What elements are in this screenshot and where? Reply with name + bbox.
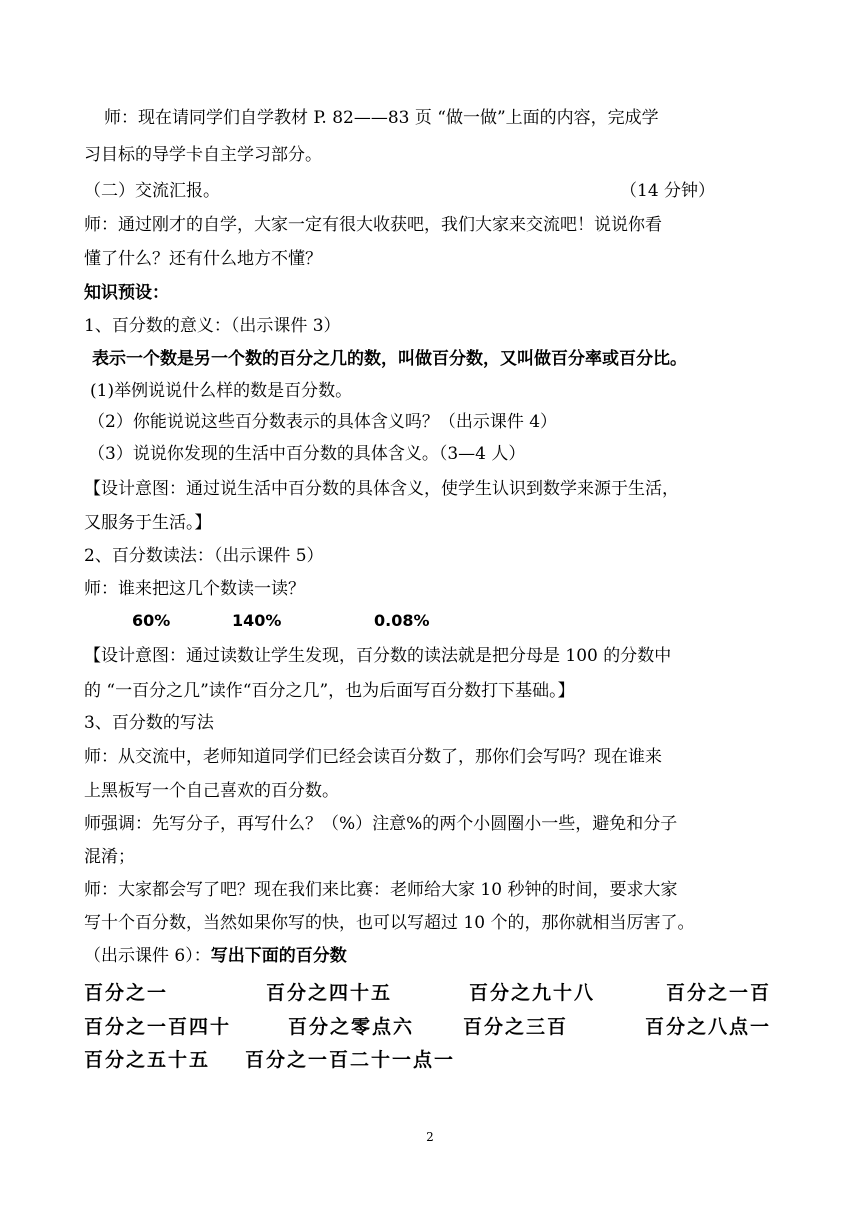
text-line: 写十个百分数，当然如果你写的快，也可以写超过 10 个的，那你就相当厉害了。	[84, 913, 695, 933]
design-intent: 【设计意图：通过说生活中百分数的具体含义，使学生认识到数学来源于生活，	[84, 479, 679, 499]
design-intent: 【设计意图：通过读数让学生发现，百分数的读法就是把分母是 100 的分数中	[84, 646, 672, 666]
percent-word: 百分之一百四十	[84, 1016, 232, 1038]
text-line: 习目标的导学卡自主学习部分。	[84, 145, 322, 165]
task-title: 写出下面的百分数	[210, 946, 347, 966]
percent-word: 百分之四十五	[266, 982, 393, 1004]
time-note: （14 分钟）	[620, 181, 716, 201]
percent-word: 百分之一百二十一点一	[245, 1049, 456, 1071]
text-line: 师：从交流中，老师知道同学们已经会读百分数了，那你们会写吗？现在谁来	[84, 747, 662, 767]
text-line: 师：大家都会写了吧？现在我们来比赛：老师给大家 10 秒钟的时间，要求大家	[84, 880, 678, 900]
read-number: 60%	[132, 611, 171, 630]
percent-word: 百分之五十五	[84, 1049, 211, 1071]
text-line: 1、百分数的意义：（出示课件 3）	[84, 316, 341, 336]
text-line: 3、百分数的写法	[84, 713, 214, 733]
knowledge-heading: 知识预设：	[84, 283, 169, 303]
text-line: 混淆；	[84, 847, 135, 867]
text-line: 师强调：先写分子，再写什么？（%）注意%的两个小圆圈小一些，避免和分子	[84, 814, 678, 834]
percent-word: 百分之三百	[463, 1016, 569, 1038]
percent-word: 百分之九十八	[469, 982, 596, 1004]
text-line: 的 “一百分之几”读作“百分之几”，也为后面写百分数打下基础。】	[84, 681, 575, 701]
text-line: 师：谁来把这几个数读一读？	[84, 579, 305, 599]
text-line: 2、百分数读法：（出示课件 5）	[84, 546, 324, 566]
page-number: 2	[426, 1130, 434, 1144]
text-line: 又服务于生活。】	[84, 513, 212, 533]
courseware-note: （出示课件 6）：	[84, 946, 211, 966]
section-heading: （二）交流汇报。	[84, 181, 220, 201]
text-line: (1)举例说说什么样的数是百分数。	[90, 381, 353, 401]
percent-word: 百分之一百	[666, 982, 772, 1004]
text-line	[84, 945, 347, 967]
percent-word: 百分之八点一	[645, 1016, 772, 1038]
read-number: 0.08%	[374, 611, 430, 630]
text-line: 师：通过刚才的自学，大家一定有很大收获吧，我们大家来交流吧！说说你看	[84, 215, 662, 235]
text-line: 师：现在请同学们自学教材 P. 82——83 页 “做一做”上面的内容，完成学	[104, 108, 659, 128]
definition-line: 表示一个数是另一个数的百分之几的数，叫做百分数，又叫做百分率或百分比。	[92, 349, 687, 369]
text-line: （3）说说你发现的生活中百分数的具体含义。（3—4 人）	[88, 444, 526, 464]
text-line: （2）你能说说这些百分数表示的具体含义吗？（出示课件 4）	[88, 412, 558, 432]
percent-word: 百分之一	[84, 982, 169, 1004]
read-number: 140%	[232, 611, 282, 630]
percent-word: 百分之零点六	[288, 1016, 415, 1038]
text-line: 上黑板写一个自己喜欢的百分数。	[84, 781, 339, 801]
text-line: 懂了什么？还有什么地方不懂？	[84, 249, 322, 269]
